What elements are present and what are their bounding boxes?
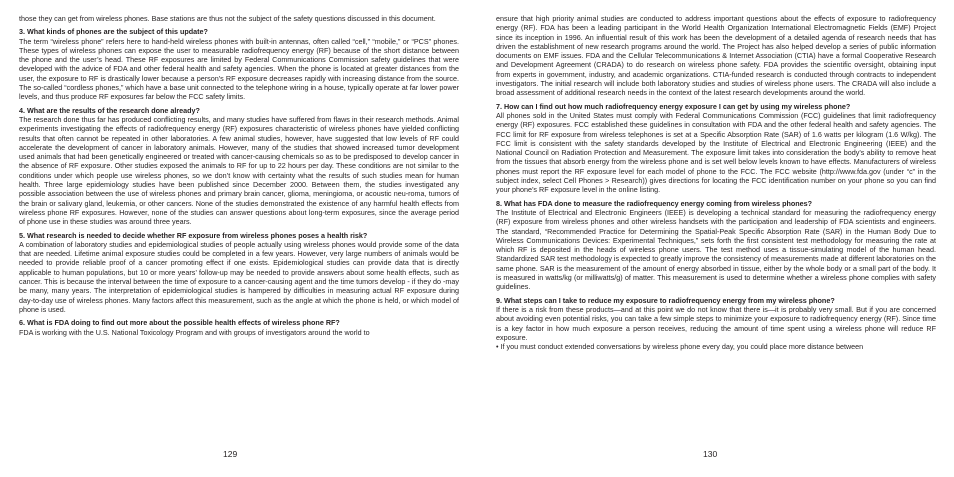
section-heading: 4. What are the results of the research done already? [19,105,200,115]
section-heading: 5. What research is needed to decide whether RF exposure from wireless phones poses a health risk? [19,230,368,240]
section-heading: 8. What has FDA done to measure the radiofrequency energy coming from wireless phones? [496,198,813,208]
section-heading: 3. What kinds of phones are the subject of this update? [19,27,208,37]
body-paragraph: • If you must conduct extended conversations by wireless phone every day, you could place more distance between [496,342,864,352]
section-heading: 6. What is FDA doing to find out more about the possible health effects of wireless phone RF? [19,318,340,328]
body-paragraph: FDA is working with the U.S. National Toxicology Program and with groups of investigators around the world to [19,327,370,337]
body-paragraph: those they can get from wireless phones. Base stations are thus not the subject of the safety questions discussed in this document. [19,14,436,23]
body-paragraph: A combination of laboratory studies and epidemiological studies of people actually using wireless phones would provide some of the data that are needed. Lifetime animal exposure studies could be completed in a few years. However, very large numbers of animals would be needed to provide reliable proof of a cancer promoting effect if one exists. Epidemiological studies can provide data that is directly applicable to human populations, but 10 or more years’ follow-up may be needed to provide answers about some health effects, such as cancer. This is because the interval between the time of exposure to a cancer-causing agent and the time tumors develop - if they do -may be many, many years. The interpretation of epidemiological studies is hampered by difficulties in measuring actual RF exposure during day-to-day use of wireless phones. Many factors affect this measurement, such as the angle at which the phone is held, or which model of phone is used. [19,239,459,314]
right-page [496,14,936,464]
body-paragraph: ensure that high priority animal studies are conducted to address important questions about the effects of exposure to radiofrequency energy (RF). FDA has been a leading participant in the World Health Organization International Electromagnetic Fields (EMF) Project since its inception in 1996. An influential result of this work has been the development of a detailed agenda of research needs that has driven the establishment of new research programs around the world. The Project has also helped develop a series of public information documents on EMF issues. FDA and the Cellular Telecommunications & Internet Association (CTIA) have a formal Cooperative Research and Development Agreement (CRADA) to do research on wireless phone safety. FDA provides the scientific oversight, obtaining input from experts in government, industry, and academic organizations. CTIA-funded research is conducted through contracts to independent investigators. The initial research will include both laboratory studies and studies of wireless phone users. The CRADA will also include a broad assessment of additional research needs in the context of the latest research developments around the world. [496,14,936,98]
page-number-right: 130 [703,449,718,459]
body-paragraph: The term “wireless phone” refers here to hand-held wireless phones with built-in antennas, often called “cell,” “mobile,” or “PCS” phones. These types of wireless phones can expose the user to measurable radiofrequency energy (RF) because of the short distance between the phone and the user’s head. These RF exposures are limited by Federal Communications Commission safety guidelines that were developed with the advice of FDA and other federal health and safety agencies. When the phone is located at greater distances from the user, the exposure to RF is drastically lower because a person’s RF exposure decreases rapidly with increasing distance from the source. The so-called “cordless phones,” which have a base unit connected to the telephone wiring in a house, typically operate at far lower power levels, and thus produce RF exposures far below the FCC safety limits. [19,36,459,102]
page-number-left: 129 [223,449,238,459]
body-paragraph: All phones sold in the United States must comply with Federal Communications Commission (FCC) guidelines that limit radiofrequency energy (RF) exposures. FCC established these guidelines in consultation with FDA and the other federal health and safety agencies. The FCC limit for RF exposure from wireless telephones is set at a Specific Absorption Rate (SAR) of 1.6 watts per kilogram (1.6 W/kg). The FCC limit is consistent with the safety standards developed by the Institute of Electrical and Electronic Engineering (IEEE) and the National Council on Radiation Protection and Measurement. The exposure limit takes into consideration the body’s ability to remove heat from the tissues that absorb energy from the wireless phone and is set well below levels known to have effects. Manufacturers of wireless phones must report the RF exposure level for each model of phone to the FCC. The FCC website (http://www.fda.gov (under “c” in the subject index, select Cell Phones > Research)) gives directions for locating the FCC identification number on your phone so you can find your phone’s RF exposure level in the online listing. [496,110,936,195]
body-paragraph: The research done thus far has produced conflicting results, and many studies have suffered from flaws in their research methods. Animal experiments investigating the effects of radiofrequency energy (RF) exposures characteristic of wireless phones have yielded conflicting results that often cannot be repeated in other laboratories. A few animal studies, however, have suggested that low levels of RF could accelerate the development of cancer in laboratory animals. However, many of the studies that showed increased tumor development used animals that had been genetically engineered or treated with cancer-causing chemicals so as to be predisposed to develop cancer in the absence of RF exposure. Other studies exposed the animals to RF for up to 22 hours per day. These conditions are not similar to the conditions under which people use wireless phones, so we don’t know with certainty what the results of such studies mean for human health. Three large epidemiology studies have been published since December 2000. Between them, the studies investigated any possible association between the use of wireless phones and primary brain cancer, glioma, meningioma, or acoustic neu-roma, tumors of the brain or salivary gland, leukemia, or other cancers. None of the studies demonstrated the existence of any harmful health effects from wireless phone RF exposures. However, none of the studies can answer questions about long-term exposures, since the average period of phone use in these studies was around three years. [19,114,459,227]
left-page [19,14,459,464]
section-heading: 9. What steps can I take to reduce my exposure to radiofrequency energy from my wireless phone? [496,295,835,305]
body-paragraph: The Institute of Electrical and Electronic Engineers (IEEE) is developing a technical standard for measuring the radiofrequency energy (RF) exposure from wireless phones and other wireless handsets with the participation and leadership of FDA scientists and engineers. The standard, “Recommended Practice for Determining the Spatial-Peak Specific Absorption Rate (SAR) in the Human Body Due to Wireless Communications Devices: Experimental Techniques,” sets forth the first consistent test methodology for measuring the rate at which RF is deposited in the heads of wireless phone users. The test method uses a tissue-simulating model of the human head. Standardized SAR test methodology is expected to greatly improve the consistency of measurements made at different laboratories on the same phone. SAR is the measurement of the amount of energy absorbed in tissue, either by the whole body or a small part of the body. It is measured in watts/kg (or milliwatts/g) of matter. This measurement is used to determine whether a wireless phone complies with safety guidelines. [496,207,936,292]
body-paragraph: If there is a risk from these products—and at this point we do not know that there is—it is probably very small. But if you are concerned about avoiding even potential risks, you can take a few simple steps to minimize your exposure to radiofrequency energy (RF). Since time is a key factor in how much exposure a person receives, reducing the amount of time spent using a wireless phone will reduce RF exposure. [496,304,936,342]
section-heading: 7. How can I find out how much radiofrequency energy exposure I can get by using my wireless phone? [496,101,851,111]
